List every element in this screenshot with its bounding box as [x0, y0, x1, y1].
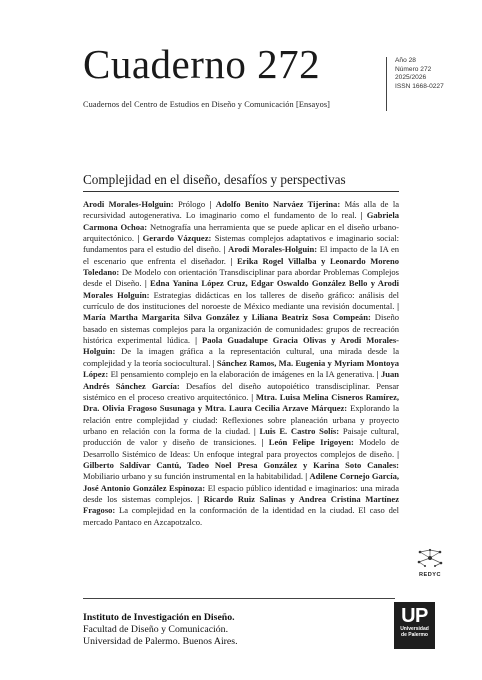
up-logo-line2: de Palermo — [401, 631, 428, 638]
toc-entry-title: De la imagen gráfica a la representación cultural, una mirada desde la complejidad y la teoría sociocultural. — [83, 346, 399, 368]
toc-entry-title: Prólogo — [178, 199, 206, 209]
toc-separator: | — [195, 335, 197, 346]
toc-separator: | — [261, 437, 264, 448]
journal-title: Cuaderno 272 — [83, 41, 321, 87]
toc-entry-title: Explorando la relación entre complejidad y ciudad: Reflexiones sobre planeación urbana y proyecto urbano en relación con la forma de la ciudad. — [83, 403, 399, 436]
toc-entry-title: Sistemas complejos adaptativos e imaginario social: fundamentos para el estudio del diseño. — [83, 233, 400, 255]
up-logo-line1: Universidad — [400, 626, 429, 632]
toc-entry-authors: Arodi Morales-Holguin: — [228, 244, 318, 255]
footer-divider — [83, 598, 395, 599]
toc-entry-authors: Adilene Cornejo García, José Antonio González Espinoza: — [83, 471, 400, 493]
toc-entry-title: El espacio público identidad e imaginarios: una mirada desde los sistemas complejos. — [83, 482, 399, 504]
redyc-label: REDYC — [418, 572, 442, 578]
toc-entry-title: De Modelo con orientación Transdisciplinar para abordar Problemas Complejos desde el Diseño. — [83, 267, 399, 289]
toc-entry-authors: Sánchez Ramos, Ma. Eugenia y Myriam Montoya López: — [83, 357, 399, 380]
issue-number: Número 272 — [395, 65, 432, 73]
toc-separator: | — [209, 199, 212, 209]
journal-subtitle: Cuadernos del Centro de Estudios en Diseño y Comunicación [Ensayos] — [83, 100, 331, 109]
toc-entry-title: Estrategias didácticas en los talleres de diseño gráfico: análisis del currículo de dos instituciones del noroeste de México mediante una revisión documental. — [83, 289, 399, 312]
toc-separator: | — [253, 425, 256, 436]
table-of-contents — [83, 199, 399, 528]
toc-entry-authors: Gabriela Carmona Ochoa: — [83, 210, 400, 232]
toc-entry-title: El impacto de la IA en el escenario que enfrenta el diseñador. — [83, 244, 400, 266]
toc-separator: | — [360, 210, 363, 221]
publisher-block — [83, 612, 238, 649]
toc-entry-title: Netnografía una herramienta que se puede aplicar en el diseño urbano-arquitectónico. — [83, 221, 399, 244]
toc-separator: | — [376, 369, 379, 380]
meta-divider — [386, 57, 387, 111]
up-logo-letters: UP — [401, 605, 428, 627]
toc-entry-title: Modelo de Desarrollo Sistémico de Ideas: Un enfoque integral para proyectos complejos de diseño. — [83, 437, 400, 459]
issue-period: 2025/2026 — [395, 74, 427, 82]
toc-entry-authors: Juan Andrés Sánchez García: — [83, 369, 400, 391]
section-title: Complejidad en el diseño, desafíos y perspectivas — [83, 172, 346, 187]
toc-separator: | — [230, 255, 233, 266]
redyc-logo — [411, 548, 449, 578]
toc-separator: | — [397, 301, 399, 312]
toc-entry-authors: Edna Yanina López Cruz, Edgar Oswaldo González Bello y Arodi Morales Holguín: — [83, 278, 399, 300]
toc-entry-title: Diseño basado en sistemas complejos para la organización de comunidades: grupos de recreación histórica experimental lúdica. — [83, 312, 399, 346]
toc-entry-authors: León Felipe Irigoyen: — [268, 437, 354, 448]
toc-entry-authors: Gerardo Vázquez: — [142, 233, 212, 244]
toc-separator: | — [305, 471, 308, 482]
issue-year: Año 28 — [395, 57, 416, 64]
toc-entry-title: Paisaje cultural, producción de valor y diseño de transiciones. — [83, 425, 399, 448]
title-divider — [83, 191, 399, 192]
toc-entry-title: Mobiliario urbano y su función instrumental en la habitabilidad. — [83, 471, 304, 482]
redyc-network-icon — [414, 548, 446, 568]
toc-entry-authors: Arodi Morales-Holguin: — [83, 199, 174, 209]
toc-entry-authors: Mtra. Luisa Melina Cisneros Ramírez, Dra. Olivia Fragoso Susunaga y Mtra. Laura Cecilia Arzave Márquez: — [83, 391, 399, 414]
toc-entry-authors: Paola Guadalupe Gracia Olivas y Arodi Morales-Holguin: — [83, 335, 400, 357]
toc-entry-authors: Luis E. Castro Solís: — [259, 425, 340, 436]
publisher-institute: Instituto de Investigación en Diseño. — [83, 612, 235, 623]
toc-separator: | — [397, 448, 399, 459]
toc-entry-authors: Adolfo Benito Narváez Tijerina: — [215, 199, 341, 209]
toc-entry-authors: Erika Rogel Villalba y Leonardo Moreno Toledano: — [83, 255, 399, 278]
toc-separator: | — [137, 233, 140, 244]
toc-entry-title: La complejidad en la conformación de la identidad en la ciudad. El caso del mercado Pantaco en Azcapotzalco. — [83, 505, 400, 527]
issn: ISSN 1668-0227 — [395, 82, 444, 90]
toc-entry-authors: María Martha Margarita Silva González y Liliana Beatriz Sosa Compeán: — [83, 312, 371, 323]
toc-entry-title: Desafíos del diseño autopoiético transdisciplinar. Pensar sistémico en el proceso creativo arquitectónico. — [83, 380, 399, 402]
toc-separator: | — [144, 278, 147, 289]
toc-separator: | — [223, 244, 226, 255]
issue-meta — [395, 57, 444, 91]
toc-entry-title: El pensamiento complejo en la elaboración de imágenes en la IA generativa. — [110, 369, 375, 380]
toc-entry-authors: Gilberto Saldívar Cantú, Tadeo Noel Presa González y Karina Soto Canales: — [83, 459, 399, 470]
publisher-faculty: Facultad de Diseño y Comunicación. — [83, 624, 229, 636]
toc-entry-authors: Ricardo Ruiz Salinas y Andrea Cristina Martínez Fragoso: — [83, 493, 400, 516]
toc-separator: | — [197, 493, 200, 504]
up-logo — [394, 602, 435, 649]
toc-entry-title: Más alla de la recursividad autogenerativa. Lo imaginario como el fundamento de lo real. — [83, 199, 400, 221]
toc-separator: | — [251, 391, 254, 402]
publisher-university: Universidad de Palermo. Buenos Aires. — [83, 636, 238, 648]
toc-separator: | — [212, 357, 215, 368]
toc-entry — [83, 199, 205, 209]
